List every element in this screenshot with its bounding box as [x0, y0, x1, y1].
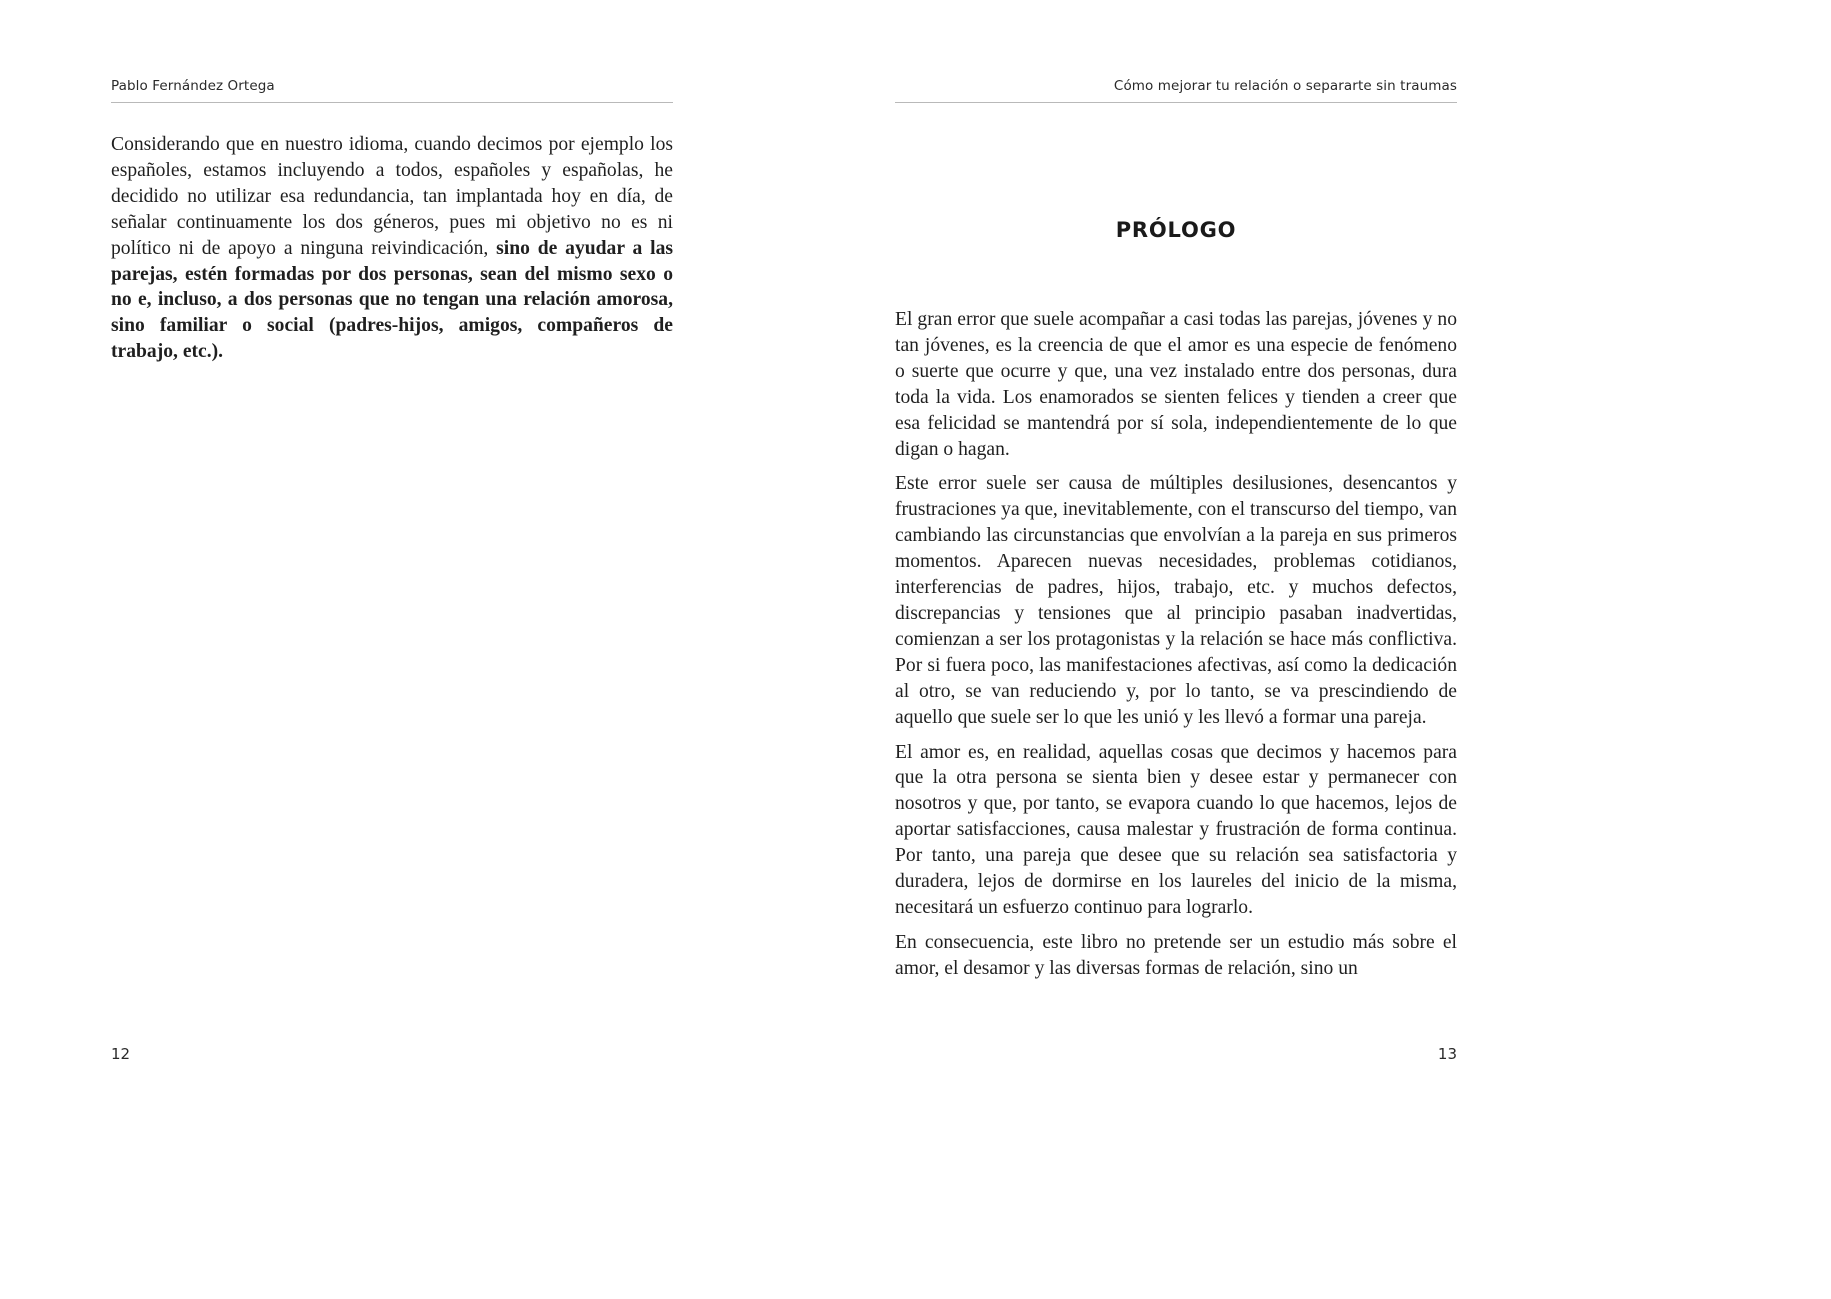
running-header-author: Pablo Fernández Ortega — [111, 78, 673, 103]
paragraph: En consecuencia, este libro no pretende ser un estudio más sobre el amor, el desamor y las diversas formas de relación, sino un — [895, 931, 1457, 979]
paragraph: El amor es, en realidad, aquellas cosas que decimos y hacemos para que la otra persona se sienta bien y desee estar y permanecer con nosotros y que, por tanto, se evapora cuando lo que hacemos, lejos de aportar satisfacciones, causa malestar y frustración de forma continua. Por tanto, una pareja que desee que su relación sea satisfactoria y duradera, lejos de dormirse en los laureles del inicio de la misma, necesitará un esfuerzo continuo para lograrlo. — [895, 741, 1457, 918]
right-page-body — [895, 307, 1457, 991]
running-header-title: Cómo mejorar tu relación o separarte sin traumas — [895, 78, 1457, 103]
paragraph: El gran error que suele acompañar a casi todas las parejas, jóvenes y no tan jóvenes, es la creencia de que el amor es una especie de fenómeno o suerte que ocurre y que, una vez instalado entre dos personas, dura toda la vida. Los enamorados se sienten felices y tienden a creer que esa felicidad se mantendrá por sí sola, independientemente de lo que digan o hagan. — [895, 309, 1457, 460]
left-page-body — [111, 132, 673, 374]
chapter-title: PRÓLOGO — [1115, 218, 1237, 242]
left-page — [111, 0, 673, 1107]
right-page — [895, 0, 1457, 1107]
page-number: 12 — [111, 1045, 131, 1063]
paragraph-regular-text: Considerando que en nuestro idioma, cuando decimos por ejemplo los españoles, estamos incluyendo a todos, españoles y españolas, he decidido no utilizar esa redundancia, tan implantada hoy en día, de señalar continuamente los dos géneros, pues mi objetivo no es ni político ni de apoyo a ninguna reivindicación, — [111, 134, 673, 259]
paragraph-bold-text: sino de ayudar a las parejas, estén formadas por dos personas, sean del mismo sexo o no e, incluso, a dos personas que no tengan una relación amorosa, sino familiar o social (padres-hijos, amigos, compañeros de trabajo, etc.). — [111, 237, 674, 363]
paragraph — [111, 132, 673, 365]
paragraph: Este error suele ser causa de múltiples desilusiones, desencantos y frustraciones ya que, inevitablemente, con el transcurso del tiempo, van cambiando las circunstancias que envolvían a la pareja en sus primeros momentos. Aparecen nuevas necesidades, problemas cotidianos, interferencias de padres, hijos, trabajo, etc. y muchos defectos, discrepancias y tensiones que al principio pasaban inadvertidas, comienzan a ser los protagonistas y la relación se hace más conflictiva. Por si fuera poco, las manifestaciones afectivas, así como la dedicación al otro, se van reduciendo y, por lo tanto, se va prescindiendo de aquello que suele ser lo que les unió y les llevó a formar una pareja. — [895, 473, 1457, 728]
page-number: 13 — [1437, 1045, 1457, 1063]
